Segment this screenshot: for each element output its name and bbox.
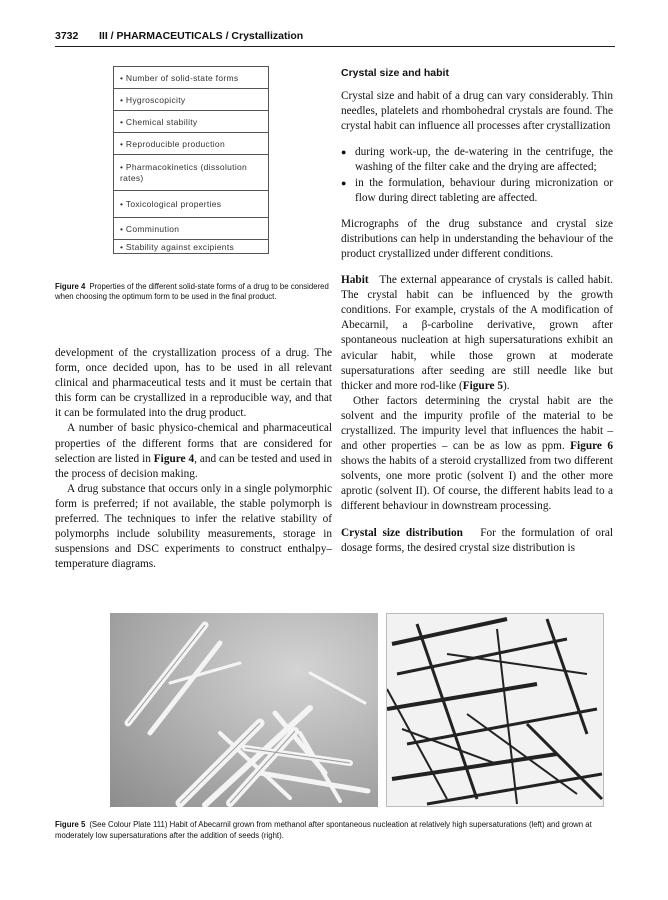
- text: The external appearance of crystals is called habit. The crystal habit can be influenced by the growth conditions. For example, crystals of the A modification of Abecarnil, a β-carboline derivative, grown after spontaneous nucleation at high supersaturations exhibit an avicular habit, while those grown at moderate supersaturations after seeding are still needle like but thicker and more rod-like (: [341, 274, 613, 392]
- rod-crystals-illustration: [387, 614, 605, 808]
- paragraph: A drug substance that occurs only in a single polymorphic form is preferred; if not available, the stable polymorph is preferred. The techniques to infer the relative stability of polymorphs include solubility measurements, storage in suspensions and DSC experiments to construct enthalpy–temperature diagrams.: [55, 482, 332, 571]
- figure-reference: Figure 6: [570, 440, 613, 453]
- page-number: 3732: [55, 30, 79, 42]
- needle-crystals-illustration: [110, 613, 378, 807]
- figure-4-item: • Stability against excipients: [113, 239, 269, 254]
- text: A number of basic physico-chemical and pharmaceutical properties of the different forms that are considered for selection are listed in: [55, 422, 332, 465]
- figure-4-item: • Reproducible production: [113, 132, 269, 154]
- figure-4-item: • Chemical stability: [113, 110, 269, 132]
- section-heading: Crystal size and habit: [341, 67, 449, 79]
- text: Other factors determining the crystal habit are the solvent and the impurity profile of the material to be crystallized. The impurity level that influences the habit – and other properties – can be as low as ppm.: [341, 394, 613, 453]
- bullet-item: ● in the formulation, behaviour during micronization or flow during direct tableting are affected.: [341, 176, 613, 206]
- figure-5-caption-label: Figure 5: [55, 820, 86, 829]
- paragraph: Crystal size and habit of a drug can vary considerably. Thin needles, platelets and rhombohedral crystals are found. The crystal habit can influence all processes after crystallization: [341, 90, 613, 133]
- paragraph: development of the crystallization process of a drug. The form, once decided upon, has to be used in all relevant clinical and pharmaceutical tests and it must be certain that this form can be crystallized in a reproducible way, and that it can be formulated into the drug product.: [55, 347, 332, 420]
- paragraph: [341, 394, 613, 515]
- figure-reference: Figure 4: [153, 452, 195, 465]
- figure-4-caption-label: Figure 4: [55, 282, 86, 291]
- figure-reference: Figure 5: [462, 379, 503, 392]
- micrograph-left: [110, 613, 378, 807]
- right-column: [341, 66, 613, 556]
- left-column: [55, 346, 332, 572]
- figure-5-caption: [55, 820, 615, 841]
- paragraph: Micrographs of the drug substance and crystal size distributions can help in understanding the behaviour of the product crystallized under different conditions.: [341, 217, 613, 260]
- text: ).: [503, 379, 510, 392]
- micrograph-right: [386, 613, 604, 807]
- text: , and can be tested and used in the process of decision making.: [55, 452, 332, 480]
- figure-4-item: • Number of solid-state forms: [113, 66, 269, 88]
- figure-4-diagram: [113, 66, 269, 254]
- bullet-item: ● during work-up, the de-watering in the centrifuge, the washing of the filter cake and the drying are affected;: [341, 145, 613, 175]
- running-header: [55, 28, 615, 47]
- figure-4-item: • Hygroscopicity: [113, 88, 269, 110]
- run-in-heading: Habit: [341, 274, 369, 287]
- run-in-heading: Crystal size distribution: [341, 526, 463, 539]
- figure-4-item: • Comminution: [113, 217, 269, 239]
- figure-4-caption-text: Properties of the different solid-state forms of a drug to be considered when choosing the optimum form to be used in the final product.: [55, 282, 329, 301]
- paragraph: [341, 273, 613, 394]
- figure-4-caption: [55, 282, 337, 302]
- figure-4-item: • Toxicological properties: [113, 190, 269, 217]
- paragraph: [55, 421, 332, 481]
- running-title: III / PHARMACEUTICALS / Crystallization: [99, 30, 304, 42]
- figure-4-item: • Pharmacokinetics (dissolution rates): [113, 154, 269, 190]
- text: For the formulation of oral dosage forms, the desired crystal size distribution is: [341, 526, 613, 554]
- text: shows the habits of a steroid crystallized from two different solvents, one more protic (solvent I) and the other more aprotic (solvent II). Of course, the different habits lead to a different behaviour in downstream processing.: [341, 455, 613, 513]
- figure-5-caption-text: (See Colour Plate 111) Habit of Abecarnil grown from methanol after spontaneous nucleation at relatively high supersaturations (left) and grown at moderately low supersaturations after the addition of seeds (right).: [55, 820, 592, 840]
- paragraph: [341, 526, 613, 556]
